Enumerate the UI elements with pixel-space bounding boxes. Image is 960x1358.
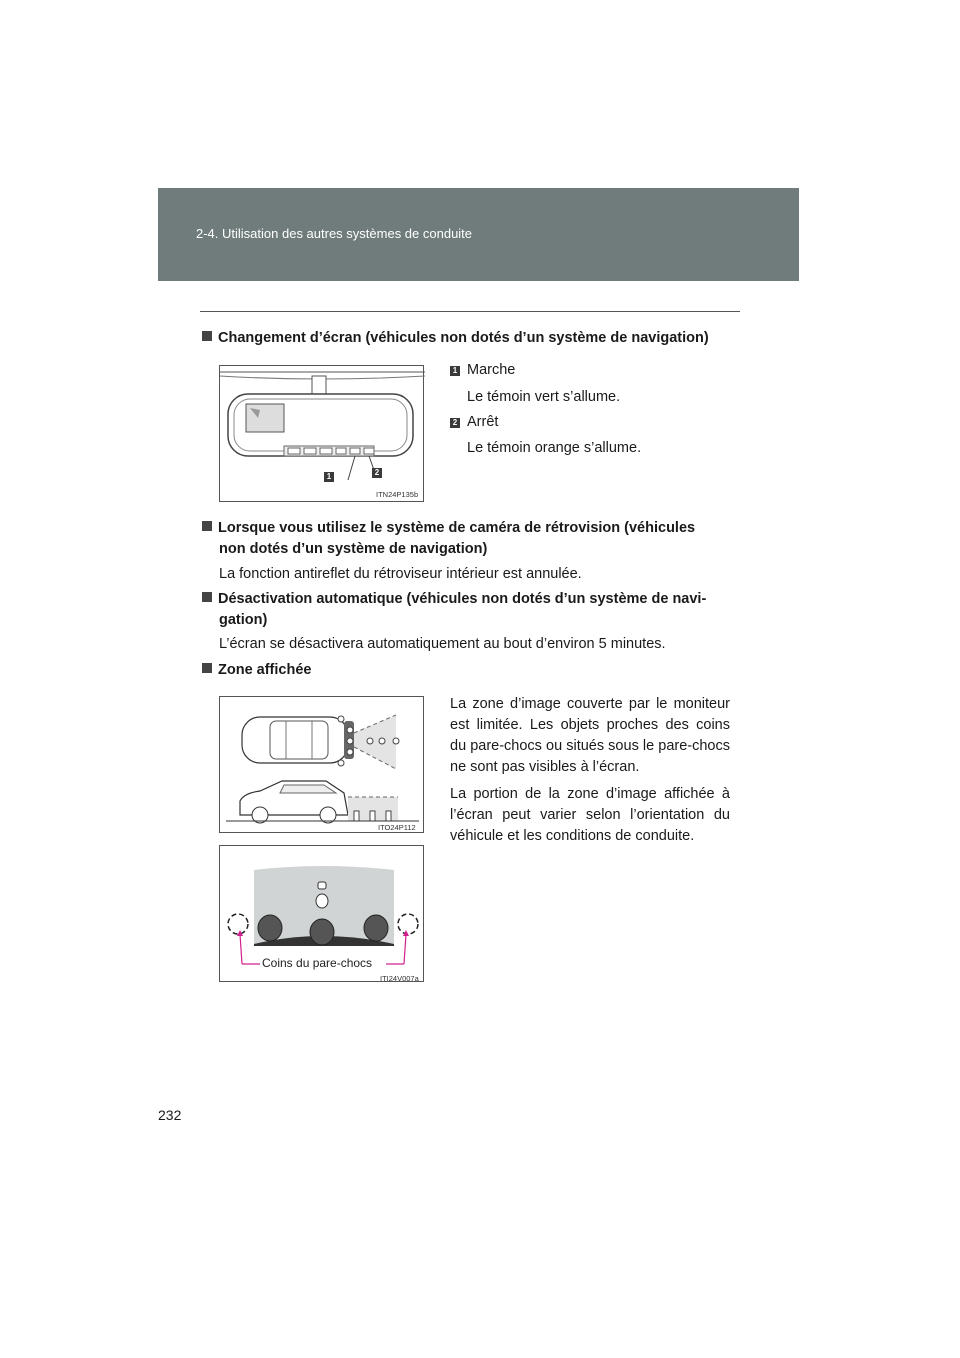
divider bbox=[200, 311, 740, 312]
coverage-figure bbox=[219, 696, 424, 833]
camera-use-text: La fonction antireflet du rétroviseur intérieur est annulée. bbox=[219, 566, 582, 582]
figure-code: ITI24V007a bbox=[380, 974, 419, 983]
section-header bbox=[158, 188, 799, 281]
heading-auto-off-cont: gation) bbox=[219, 612, 268, 628]
bullet-square-icon bbox=[202, 592, 212, 602]
auto-off-text: L’écran se désactivera automatiquement au bout d’environ 5 minutes. bbox=[219, 636, 666, 652]
heading-screen-switch: Changement d’écran (véhicules non dotés d’un système de navigation) bbox=[202, 328, 709, 349]
heading-camera-use: Lorsque vous utilisez le système de caméra de rétrovision (véhicules bbox=[202, 518, 695, 539]
item-number-2: 2 bbox=[450, 418, 460, 428]
heading-auto-off: Désactivation automatique (véhicules non dotés d’un système de navi- bbox=[202, 589, 706, 610]
item-desc-on: Le témoin vert s’allume. bbox=[467, 389, 621, 405]
bullet-square-icon bbox=[202, 521, 212, 531]
display-zone-paragraph-1: La zone d’image couverte par le moniteur est limitée. Les objets proches des coins du pare-chocs ou situés sous le pare-chocs ne sont pas visibles à l’écran. bbox=[450, 696, 730, 775]
item-number-1: 1 bbox=[450, 366, 460, 376]
section-title: 2-4. Utilisation des autres systèmes de conduite bbox=[196, 226, 473, 241]
mirror-illustration bbox=[220, 366, 425, 503]
figure-code: ITO24P112 bbox=[378, 823, 416, 832]
page-number: 232 bbox=[158, 1107, 182, 1123]
callout-2: 2 bbox=[372, 468, 382, 478]
heading-camera-use-cont: non dotés d’un système de navigation) bbox=[219, 541, 488, 557]
mirror-figure bbox=[219, 365, 424, 502]
camera-view-figure bbox=[219, 845, 424, 982]
item-label-off: Arrêt bbox=[467, 414, 499, 430]
callout-1: 1 bbox=[324, 472, 334, 482]
display-zone-paragraph-2: La portion de la zone d’image affichée à l’écran peut varier selon l’orientation du véhicule et les conditions de conduite. bbox=[450, 786, 730, 844]
item-label-on: Marche bbox=[467, 362, 516, 378]
car-coverage-illustration bbox=[220, 697, 425, 834]
item-desc-off: Le témoin orange s’allume. bbox=[467, 440, 642, 456]
bullet-square-icon bbox=[202, 331, 212, 341]
bumper-corners-label: Coins du pare-chocs bbox=[262, 956, 373, 970]
heading-display-zone: Zone affichée bbox=[202, 660, 311, 681]
bullet-square-icon bbox=[202, 663, 212, 673]
figure-code: ITN24P135b bbox=[376, 490, 419, 499]
